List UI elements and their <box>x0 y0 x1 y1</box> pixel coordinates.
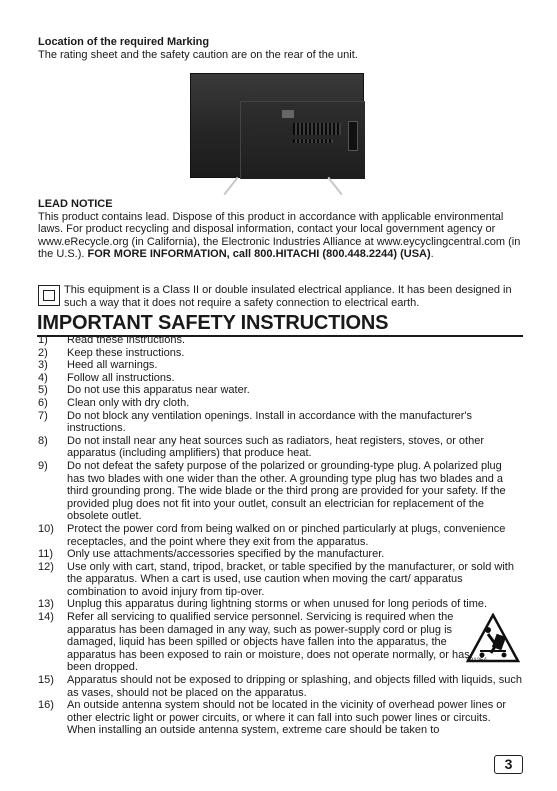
list-item-text: Protect the power cord from being walked on or pinched particularly at plugs, convenience receptacles, and the point where they exit from the apparatus. <box>67 522 506 548</box>
list-item-text: An outside antenna system should not be located in the vicinity of overhead power lines or other electric light or power circuits, or where it can fall into such power lines or circuits. When installing an outside antenna system, extreme care should be taken to <box>67 699 507 737</box>
list-item-number: 1) <box>38 334 48 346</box>
list-item-text: Apparatus should not be exposed to dripping or splashing, and objects filled with liquids, such as vases, should not be placed on the apparatus. <box>67 674 522 699</box>
list-item <box>38 397 522 410</box>
list-item <box>38 347 522 360</box>
list-item-number: 14) <box>38 611 54 624</box>
list-item-number: 13) <box>38 598 54 611</box>
marking-section <box>38 36 522 61</box>
tv-port-bay <box>348 121 358 151</box>
list-item <box>38 435 522 460</box>
list-item <box>38 384 522 397</box>
lead-text: This product contains lead. Dispose of this product in accordance with applicable environmental laws. For product recycling and disposal information, contact your local government agency or www.eRecycle.org (in California), the Electronic Industries Alliance at www.eycyclingcentral.com (in the U.S.). FOR MORE INFORMATION, call 800.HITACHI (800.448.2244) (USA). <box>38 210 521 261</box>
list-item <box>38 598 495 611</box>
list-item-number: 10) <box>38 522 54 535</box>
tv-vent <box>293 139 333 143</box>
list-item-number: 3) <box>38 359 48 372</box>
list-item <box>38 699 522 737</box>
page-number: 3 <box>494 755 523 774</box>
list-item <box>38 611 495 674</box>
list-item-text: Heed all warnings. <box>67 359 158 372</box>
list-item <box>38 410 522 435</box>
list-item <box>38 359 522 372</box>
list-item-text: Refer all servicing to qualified service personnel. Servicing is required when the apparatus has been damaged in any way, such as power-supply cord or plug is damaged, liquid has been spilled or objects have fallen into the apparatus, the apparatus has been exposed to rain or moisture, does not operate normally, or has been dropped. <box>67 611 470 674</box>
list-item <box>38 548 522 561</box>
list-item-text: Use only with cart, stand, tripod, bracket, or table specified by the manufacturer, or sold with the apparatus. When a cart is used, use caution when moving the cart/ apparatus combination to avoid injury from tip-over. <box>67 560 514 598</box>
list-item-text: Do not defeat the safety purpose of the polarized or grounding-type plug. A polarized plug has two blades with one wider than the other. A grounding type plug has two blades and a third grounding prong. The wide blade or the third prong are provided for your safety. If the provided plug does not fit into your outlet, consult an electrician for replacement of the obsolete outlet. <box>67 459 506 523</box>
list-item-number: 2) <box>38 346 48 359</box>
rating-sheet <box>282 110 294 118</box>
lead-notice-section <box>38 198 522 261</box>
list-item-text: Do not install near any heat sources such as radiators, heat registers, stoves, or other apparatus (including amplifiers) that produce heat. <box>67 434 484 460</box>
page-title: IMPORTANT SAFETY INSTRUCTIONS <box>37 312 523 337</box>
list-item-number: 11) <box>38 548 54 561</box>
list-item-number: 8) <box>38 434 48 447</box>
safety-list <box>38 334 522 737</box>
tv-vent <box>293 123 341 135</box>
lead-heading: LEAD NOTICE <box>38 198 113 210</box>
list-item-number: 9) <box>38 459 48 472</box>
list-item <box>38 372 522 385</box>
list-item <box>38 561 522 599</box>
list-item-text: Unplug this apparatus during lightning storms or when unused for long periods of time. <box>67 598 488 611</box>
list-item-text: Do not block any ventilation openings. Install in accordance with the manufacturer's instructions. <box>67 409 473 435</box>
lead-contact: FOR MORE INFORMATION, call 800.HITACHI (800.448.2244) (USA) <box>87 248 431 261</box>
list-item-text: Keep these instructions. <box>67 346 185 359</box>
list-item <box>38 674 522 699</box>
list-item-text: Follow all instructions. <box>67 371 175 384</box>
list-item <box>38 460 522 523</box>
marking-text: The rating sheet and the safety caution are on the rear of the unit. <box>38 48 358 61</box>
tv-stand-leg <box>223 177 238 196</box>
list-item-text: Only use attachments/accessories specified by the manufacturer. <box>67 548 385 561</box>
list-item-number: 6) <box>38 396 48 409</box>
list-item-text: Clean only with dry cloth. <box>67 396 190 409</box>
cart-icon-code: S3125A <box>466 658 488 664</box>
list-item <box>38 334 522 347</box>
list-item-number: 4) <box>38 371 48 384</box>
list-item <box>38 523 522 548</box>
list-item-text: Read these instructions. <box>67 334 186 346</box>
list-item-number: 5) <box>38 384 48 397</box>
list-item-text: Do not use this apparatus near water. <box>67 384 250 397</box>
tv-stand-leg <box>327 177 342 196</box>
marking-heading: Location of the required Marking <box>38 36 210 48</box>
list-item-number: 7) <box>38 409 48 422</box>
tv-rear-image <box>190 73 364 195</box>
class2-text: This equipment is a Class II or double insulated electrical appliance. It has been designed in such a way that it does not require a safety connection to electrical earth. <box>64 284 512 309</box>
list-item-number: 12) <box>38 560 54 573</box>
double-square-icon <box>38 285 60 306</box>
list-item-number: 15) <box>38 674 54 687</box>
list-item-number: 16) <box>38 699 54 712</box>
